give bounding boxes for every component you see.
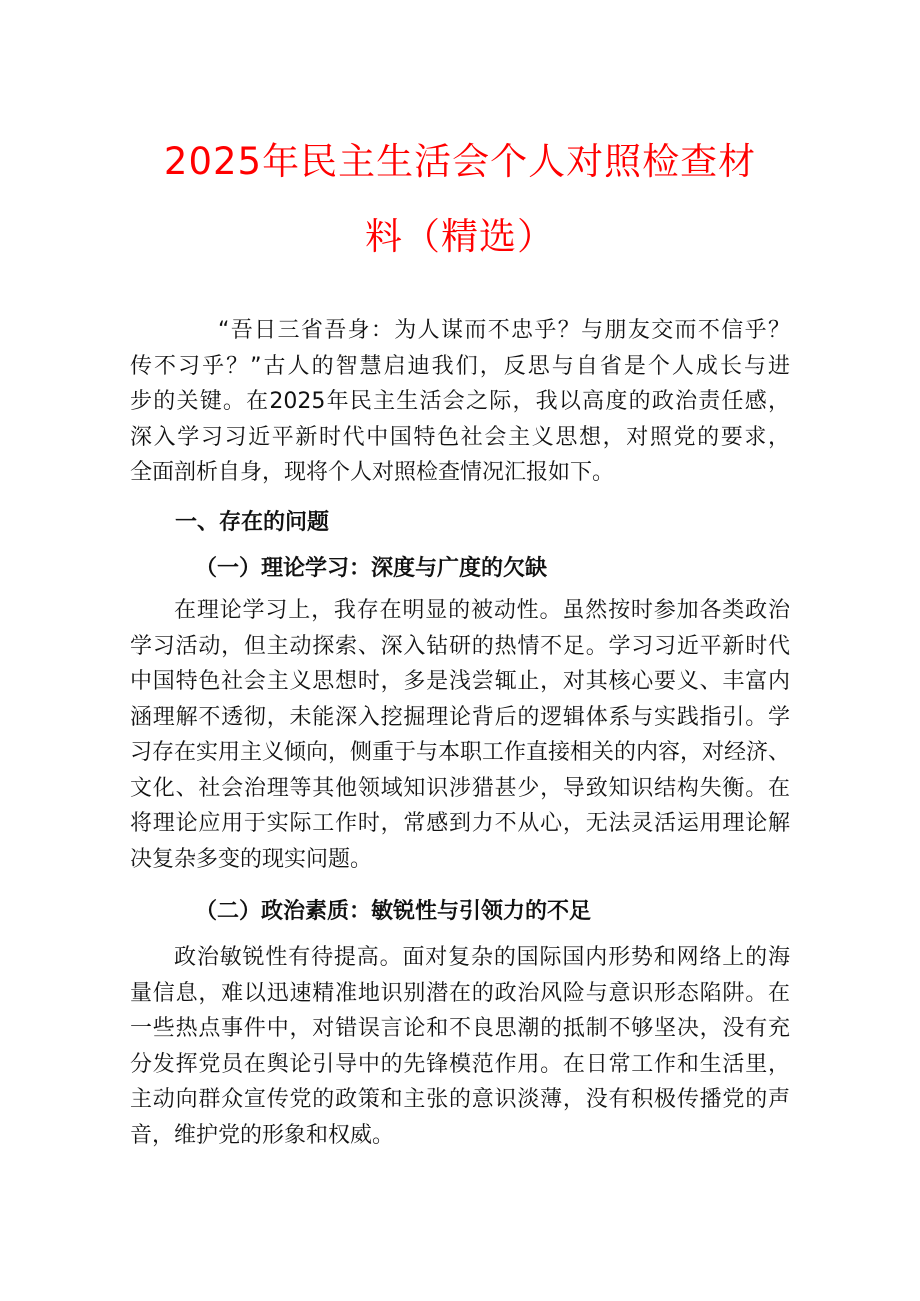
paragraph-line: 决复杂多变的现实问题。 bbox=[130, 846, 373, 872]
paragraph-line: 文化、社会治理等其他领域知识涉猎甚少，导致知识结构失衡。在 bbox=[130, 775, 790, 801]
subsection-heading-political-quality: （二）政治素质：敏锐性与引领力的不足 bbox=[195, 899, 592, 924]
paragraph-line: 一些热点事件中，对错误言论和不良思潮的抵制不够坚决，没有充 bbox=[130, 1016, 790, 1041]
paragraph-line: 分发挥党员在舆论引导中的先锋模范作用。在日常工作和生活里， bbox=[130, 1051, 790, 1077]
subsection-heading-theory-study: （一）理论学习：深度与广度的欠缺 bbox=[195, 556, 548, 581]
intro-paragraph bbox=[130, 313, 790, 491]
intro-line: 传不习乎？”古人的智慧启迪我们，反思与自省是个人成长与进 bbox=[130, 353, 790, 379]
paragraph-line: 涵理解不透彻，未能深入挖掘理论背后的逻辑体系与实践指引。学 bbox=[130, 704, 790, 730]
paragraph-line: 量信息，难以迅速精准地识别潜在的政治风险与意识形态陷阱。在 bbox=[130, 980, 790, 1006]
intro-line: 全面剖析自身，现将个人对照检查情况汇报如下。 bbox=[130, 460, 615, 485]
paragraph-line: 将理论应用于实际工作时，常感到力不从心，无法灵活运用理论解 bbox=[130, 811, 790, 836]
paragraph-line: 学习活动，但主动探索、深入钻研的热情不足。学习习近平新时代 bbox=[130, 633, 790, 659]
paragraph-line: 音，维护党的形象和权威。 bbox=[130, 1122, 395, 1148]
political-quality-paragraph bbox=[130, 940, 790, 1153]
paragraph-line: 政治敏锐性有待提高。面对复杂的国际国内形势和网络上的海 bbox=[174, 945, 790, 970]
theory-study-paragraph bbox=[130, 593, 790, 877]
intro-line: “吾日三省吾身：为人谋而不忠乎？与朋友交而不信乎？ bbox=[218, 318, 790, 343]
document-title-line-2: 料（精选） bbox=[365, 215, 555, 258]
section-heading-problems: 一、存在的问题 bbox=[175, 510, 330, 535]
intro-line: 步的关键。在2025年民主生活会之际，我以高度的政治责任感， bbox=[130, 389, 790, 414]
intro-line: 深入学习习近平新时代中国特色社会主义思想，对照党的要求， bbox=[130, 424, 790, 450]
document-title-line-1: 2025年民主生活会个人对照检查材 bbox=[163, 140, 757, 183]
paragraph-line: 在理论学习上，我存在明显的被动性。虽然按时参加各类政治 bbox=[174, 598, 790, 623]
paragraph-line: 中国特色社会主义思想时，多是浅尝辄止，对其核心要义、丰富内 bbox=[130, 669, 790, 694]
paragraph-line: 习存在实用主义倾向，侧重于与本职工作直接相关的内容，对经济、 bbox=[130, 740, 791, 765]
paragraph-line: 主动向群众宣传党的政策和主张的意识淡薄，没有积极传播党的声 bbox=[130, 1087, 790, 1112]
